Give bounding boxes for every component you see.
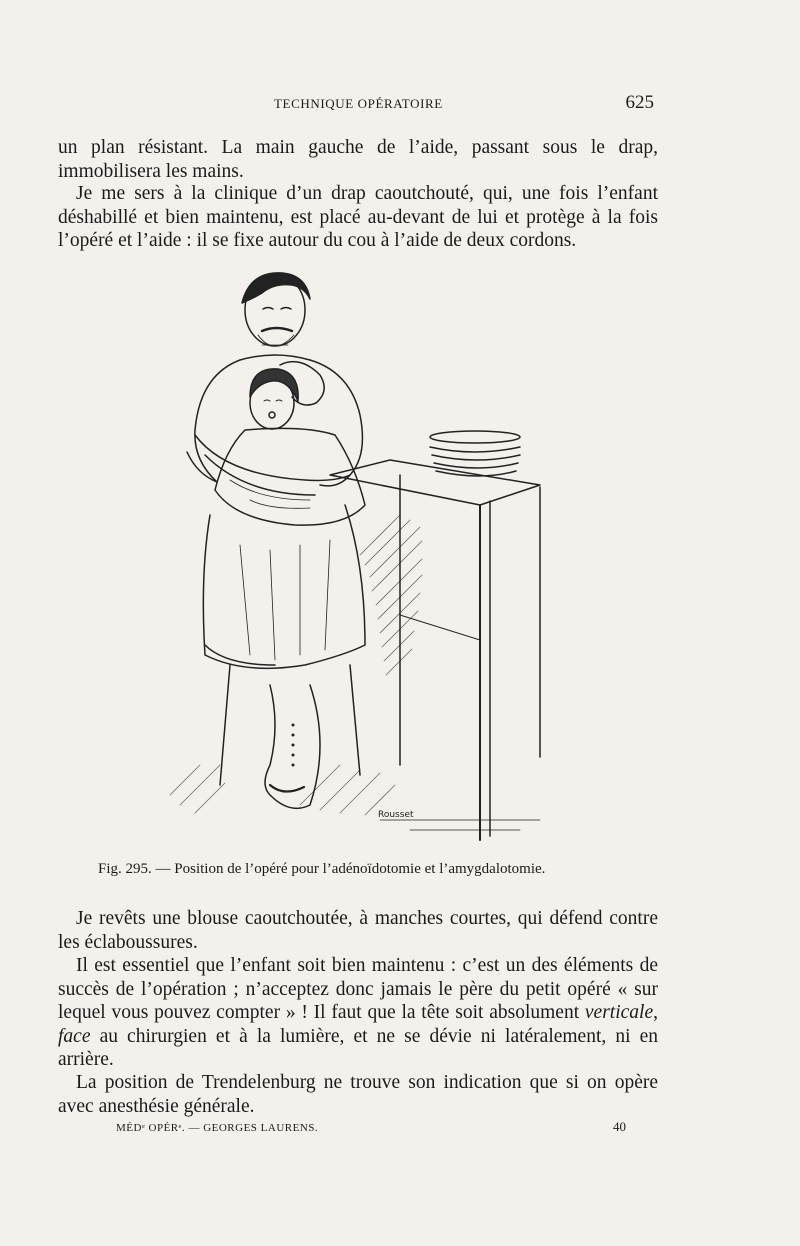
emphasis-face: face bbox=[58, 1025, 91, 1047]
paragraph-4 bbox=[58, 954, 658, 1072]
plate-stack bbox=[430, 431, 520, 443]
paragraph-1: un plan résistant. La main gauche de l’aide, passant sous le drap, immobilisera les mains. bbox=[58, 137, 658, 182]
signature-mark: MÉDᵉ OPÉRᵉ. — GEORGES LAURENS. bbox=[116, 1122, 319, 1134]
page-number: 625 bbox=[625, 92, 654, 113]
man-hair bbox=[242, 273, 310, 303]
figure-caption: Fig. 295. — Position de l’opéré pour l’adénoïdotomie et l’amygdalotomie. bbox=[98, 861, 546, 877]
paragraph-4-text-b: , bbox=[653, 1002, 658, 1023]
page-footer bbox=[116, 1119, 626, 1143]
paragraph-4-text-a: Il est essentiel que l’enfant soit bien maintenu : c’est un des éléments de succès de l’opération ; n’acceptez donc jamais le père du petit opéré « sur lequel vous pouvez compter » ! Il faut que la tête soit absolument bbox=[58, 955, 658, 1023]
paragraph-4-text-c: au chirurgien et à la lumière, et ne se dévie ni latéralement, ni en arrière. bbox=[58, 1025, 658, 1070]
paragraph-5: La position de Trendelenburg ne trouve son indication que si on opère avec anesthésie générale. bbox=[58, 1072, 658, 1117]
chair-leg bbox=[220, 665, 230, 785]
man-gown bbox=[203, 505, 365, 668]
paragraph-2: Je me sers à la clinique d’un drap caoutchouté, qui, une fois l’enfant déshabillé et bien maintenu, est placé au-devant de lui et protège à la fois l’opéré et l’aide : il se fixe autour du cou à l’aide de deux cordons. bbox=[58, 183, 658, 251]
emphasis-verticale: verticale bbox=[584, 1002, 654, 1023]
man-boot bbox=[265, 685, 320, 808]
table-top bbox=[330, 460, 540, 505]
running-title: TECHNIQUE OPÉRATOIRE bbox=[274, 96, 443, 111]
illustration bbox=[150, 265, 580, 855]
background-hatching bbox=[170, 515, 422, 815]
paragraph-3: Je revêts une blouse caoutchoutée, à manches courtes, qui défend contre les éclaboussures. bbox=[58, 908, 658, 953]
man-arm-around-child bbox=[195, 435, 350, 480]
sheet-number: 40 bbox=[613, 1119, 626, 1134]
artist-signature: Rousset bbox=[378, 810, 414, 820]
running-head bbox=[60, 92, 660, 116]
engraving-drawing bbox=[150, 265, 580, 855]
